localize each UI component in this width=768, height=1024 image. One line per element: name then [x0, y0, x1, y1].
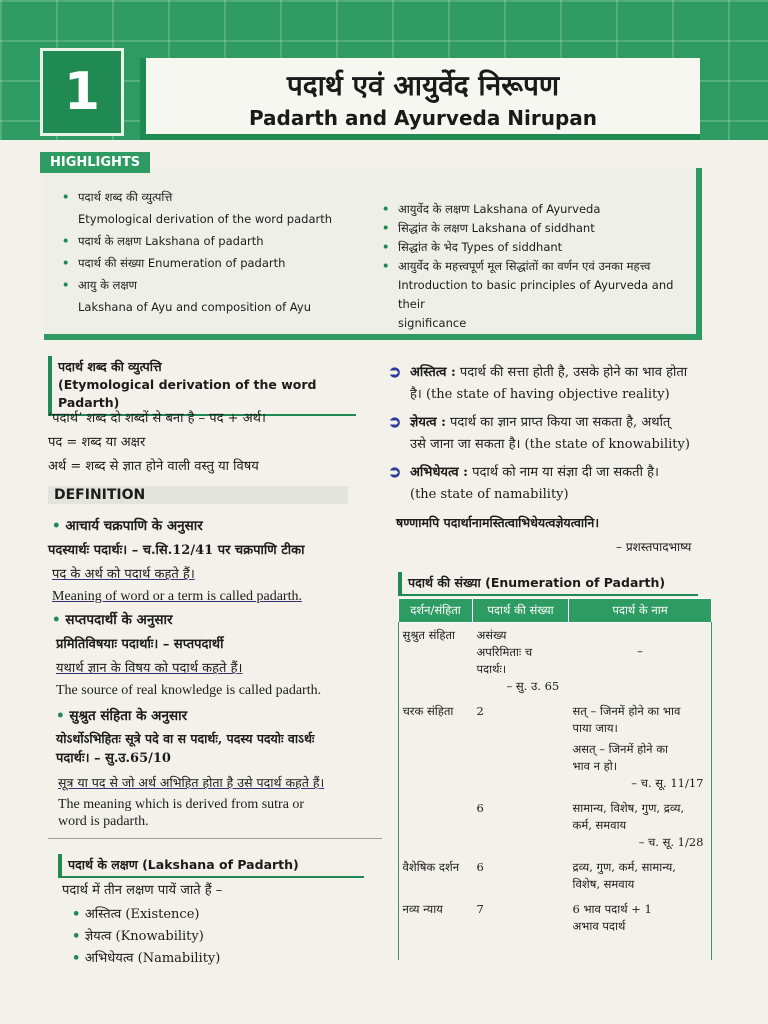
- arrow-mark-icon: ➲: [388, 412, 402, 431]
- highlight-item: • पदार्थ शब्द की व्युत्पत्ति: [60, 186, 360, 208]
- table-header-cell: दर्शन/संहिता: [399, 599, 473, 623]
- property-abhidheyatva-line-2: (the state of namability): [410, 487, 569, 502]
- quote-citation: – प्रशस्तपादभाष्य: [616, 540, 692, 554]
- highlight-item: • पदार्थ के लक्षण Lakshana of padarth: [60, 230, 360, 252]
- highlight-item: Etymological derivation of the word padarth: [78, 212, 333, 226]
- definition-sushruta-sutra-2: पदार्थः। – सु.उ.65/10: [56, 751, 171, 766]
- table-cell-line: भाव न हो।: [572, 759, 618, 773]
- section-etymology-title-hindi: पदार्थ शब्द की व्युत्पत्ति: [58, 359, 162, 374]
- section-enumeration-heading: [398, 572, 698, 596]
- definition-sushruta-heading: • सुश्रुत संहिता के अनुसार: [56, 706, 187, 724]
- table-cell: 2: [476, 704, 484, 718]
- highlights-left-list: [60, 186, 360, 318]
- table-cell: [569, 796, 712, 855]
- definition-sushruta-english-2: word is padarth.: [58, 814, 149, 829]
- table-cell: चरक संहिता: [402, 704, 454, 718]
- definition-chakrapani-hindi: पद के अर्थ को पदार्थ कहते हैं।: [52, 567, 195, 582]
- definition-sushruta-sutra-1: योऽर्थोऽभिहितः सूत्रे पदे वा स पदार्थः, पदस्य पदयोः वाऽर्थः: [56, 731, 315, 746]
- table-cell-line: असंख्य: [476, 628, 507, 642]
- property-jneyatva-term: ज्ञेयत्व :: [410, 415, 446, 430]
- section-etymology-title-english: (Etymological derivation of the word Padarth): [58, 377, 317, 410]
- highlights-right-list: [380, 200, 700, 333]
- definition-saptapadarthi-sutra: प्रमितिविषयाः पदार्थाः। – सप्तपदार्थी: [56, 637, 224, 652]
- highlight-item: • पदार्थ की संख्या Enumeration of padarth: [60, 252, 360, 274]
- table-cell: नव्य न्याय: [402, 902, 443, 916]
- definition-chakrapani-english: Meaning of word or a term is called padarth.: [52, 589, 302, 604]
- table-row: [399, 796, 712, 855]
- arrow-mark-icon: ➲: [388, 462, 402, 481]
- enumeration-table: [398, 598, 712, 939]
- chapter-title-hindi: पदार्थ एवं आयुर्वेद निरूपण: [286, 69, 560, 102]
- list-item: • अभिधेयत्व (Namability): [72, 948, 220, 970]
- table-cell: सुश्रुत संहिता: [402, 628, 456, 642]
- table-header-cell: पदार्थ की संख्या: [473, 599, 569, 623]
- table-cell-line: अपरिमिताः च: [476, 645, 533, 659]
- highlight-item: • आयु के लक्षण: [60, 274, 360, 296]
- definition-sushruta-hindi: सूत्र या पद से जो अर्थ अभिहित होता है उसे पदार्थ कहते हैं।: [58, 775, 325, 790]
- table-citation: – च. सू. 11/17: [631, 776, 704, 790]
- highlight-item: • सिद्धांत के भेद Types of siddhant: [380, 238, 700, 257]
- table-row: [399, 699, 712, 796]
- table-cell: [473, 623, 569, 700]
- quote-sutra: षण्णामपि पदार्थानामस्तित्वाभिधेयत्वज्ञेयत्वानि।: [396, 515, 600, 530]
- highlight-item: • सिद्धांत के लक्षण Lakshana of siddhant: [380, 219, 700, 238]
- table-cell: 6: [476, 801, 484, 815]
- section-lakshana-title: पदार्थ के लक्षण (Lakshana of Padarth): [68, 857, 299, 872]
- definition-sushruta-english-1: The meaning which is derived from sutra or: [58, 797, 305, 812]
- table-cell-line: अभाव पदार्थ: [572, 919, 626, 933]
- arrow-mark-icon: ➲: [388, 362, 402, 381]
- section-lakshana-heading: [58, 854, 364, 878]
- table-cell-line: असत् – जिनमें होने का: [572, 742, 669, 756]
- definition-saptapadarthi-heading: • सप्तपदार्थी के अनुसार: [52, 610, 173, 628]
- list-item: • अस्तित्व (Existence): [72, 904, 220, 926]
- table-citation: – सु. उ. 65: [506, 679, 560, 693]
- table-cell: 6: [476, 860, 484, 874]
- definition-label: DEFINITION: [48, 486, 348, 504]
- property-abhidheyatva-line-1: पदार्थ को नाम या संज्ञा दी जा सकती है।: [467, 465, 659, 480]
- table-cell-line: द्रव्य, गुण, कर्म, सामान्य,: [572, 860, 676, 874]
- table-cell: वैशेषिक दर्शन: [402, 860, 460, 874]
- property-astitva-term: अस्तित्व :: [410, 365, 456, 380]
- table-left-rule: [398, 622, 399, 960]
- table-header-cell: पदार्थ के नाम: [569, 599, 712, 623]
- highlight-item: • आयुर्वेद के महत्त्वपूर्ण मूल सिद्धांतों का वर्णन एवं उनका महत्त्व: [380, 257, 700, 276]
- chapter-title-card: [140, 58, 700, 140]
- table-cell: 7: [476, 902, 484, 916]
- highlight-item: Lakshana of Ayu and composition of Ayu: [78, 300, 311, 314]
- property-jneyatva-line-2: उसे जाना जा सकता है। (the state of knowability): [410, 437, 690, 452]
- definition-saptapadarthi-english: The source of real knowledge is called padarth.: [56, 683, 322, 698]
- table-cell-line: पाया जाय।: [572, 721, 618, 735]
- chapter-number: 1: [63, 62, 101, 122]
- list-item: • ज्ञेयत्व (Knowability): [72, 926, 220, 948]
- lakshana-list: [72, 904, 220, 970]
- table-cell: [569, 855, 712, 897]
- highlights-label: HIGHLIGHTS: [40, 152, 150, 173]
- etymology-line-3: अर्थ = शब्द से ज्ञात होने वाली वस्तु या विषय: [48, 459, 259, 474]
- table-cell: [569, 699, 712, 796]
- table-row: [399, 623, 712, 700]
- table-row: [399, 897, 712, 939]
- property-abhidheyatva-term: अभिधेयत्व :: [410, 465, 468, 480]
- highlight-item: • आयुर्वेद के लक्षण Lakshana of Ayurveda: [380, 200, 700, 219]
- section-divider: [48, 838, 382, 839]
- table-cell-line: पदार्थः।: [476, 662, 507, 676]
- table-header-row: [399, 599, 712, 623]
- property-astitva-line-1: पदार्थ की सत्ता होती है, उसके होने का भाव होता: [455, 365, 688, 380]
- chapter-number-box: [40, 48, 124, 136]
- table-right-rule: [711, 622, 712, 960]
- table-cell-line: सामान्य, विशेष, गुण, द्रव्य,: [572, 801, 685, 815]
- definition-saptapadarthi-hindi: यथार्थ ज्ञान के विषय को पदार्थ कहते हैं।: [56, 661, 243, 676]
- table-cell: –: [637, 644, 643, 658]
- table-cell-line: कर्म, समवाय: [572, 818, 627, 832]
- definition-chakrapani-heading: • आचार्य चक्रपाणि के अनुसार: [52, 516, 203, 534]
- etymology-line-1: ‘पदार्थ’ शब्द दो शब्दों से बना है – पद + अर्थ।: [48, 411, 266, 426]
- table-citation: – च. सू. 1/28: [638, 835, 704, 849]
- property-abhidheyatva: [410, 462, 720, 506]
- etymology-line-2: पद = शब्द या अक्षर: [48, 435, 146, 450]
- table-cell-line: सत् – जिनमें होने का भाव: [572, 704, 681, 718]
- chapter-title-english: Padarth and Ayurveda Nirupan: [248, 106, 598, 130]
- section-etymology-heading: [48, 356, 356, 416]
- table-cell-line: 6 भाव पदार्थ + 1: [572, 902, 652, 916]
- lakshana-intro: पदार्थ में तीन लक्षण पायें जाते हैं –: [62, 883, 223, 898]
- highlight-item: Introduction to basic principles of Ayurveda and their: [398, 278, 674, 311]
- property-jneyatva: [410, 412, 720, 456]
- definition-chakrapani-sutra: पदस्यार्थः पदार्थः। – च.सि.12/41 पर चक्रपाणि टीका: [48, 543, 305, 558]
- table-cell-line: विशेष, समवाय: [572, 877, 635, 891]
- property-jneyatva-line-1: पदार्थ का ज्ञान प्राप्त किया जा सकता है, अर्थात्: [445, 415, 671, 430]
- property-astitva: [410, 362, 720, 406]
- property-astitva-line-2: है। (the state of having objective reality): [410, 387, 670, 402]
- section-enumeration-title: पदार्थ की संख्या (Enumeration of Padarth): [408, 575, 666, 590]
- table-cell: [569, 897, 712, 939]
- table-row: [399, 855, 712, 897]
- highlight-item: significance: [398, 316, 467, 330]
